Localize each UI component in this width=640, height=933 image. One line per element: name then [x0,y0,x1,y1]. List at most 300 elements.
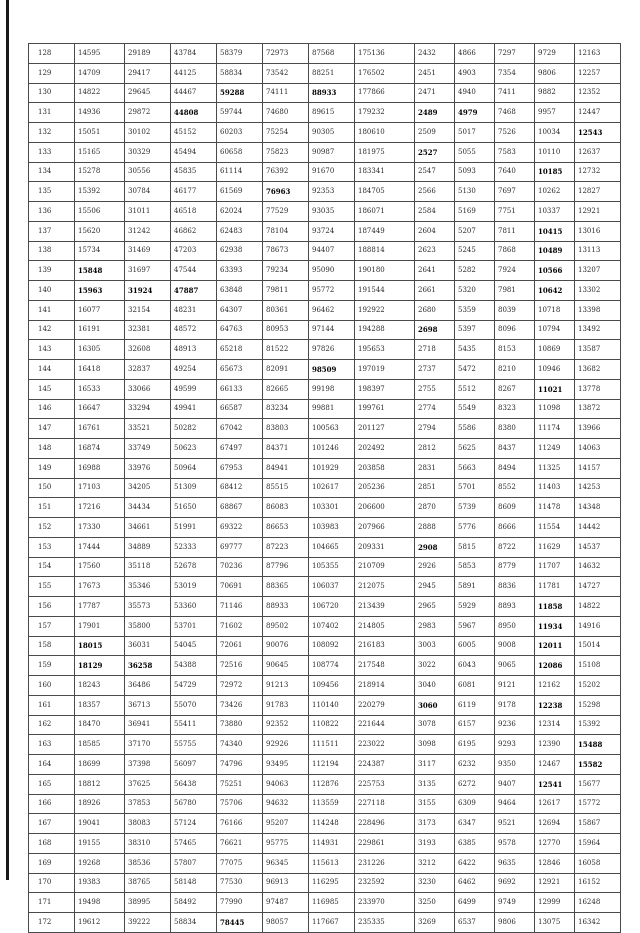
value-cell: 12162 [535,676,575,696]
value-cell: 67042 [217,419,263,439]
value-cell: 12617 [535,794,575,814]
value-cell: 55755 [171,735,217,755]
value-cell: 56780 [171,794,217,814]
row-index-cell: 149 [29,458,75,478]
value-cell: 53701 [171,616,217,636]
value-cell: 227118 [355,794,415,814]
value-cell: 199761 [355,399,415,419]
row-index-cell: 141 [29,300,75,320]
value-cell: 15392 [575,715,621,735]
value-cell: 11858 [535,597,575,617]
value-cell: 86653 [263,518,309,538]
value-cell: 15488 [575,735,621,755]
value-cell: 11478 [535,498,575,518]
value-cell: 12086 [535,656,575,676]
value-cell: 11554 [535,518,575,538]
value-cell: 2812 [415,439,455,459]
value-cell: 79811 [263,281,309,301]
value-cell: 225753 [355,774,415,794]
value-cell: 15202 [575,676,621,696]
value-cell: 95772 [309,281,355,301]
value-cell: 13492 [575,320,621,340]
value-cell: 9806 [535,63,575,83]
table-row [29,735,621,755]
value-cell: 205236 [355,478,415,498]
value-cell: 10034 [535,123,575,143]
value-cell: 18926 [75,794,125,814]
value-cell: 3135 [415,774,455,794]
value-cell: 17787 [75,597,125,617]
value-cell: 11249 [535,439,575,459]
value-cell: 7354 [495,63,535,83]
value-cell: 61114 [217,162,263,182]
value-cell: 33066 [125,379,171,399]
value-cell: 2680 [415,300,455,320]
table-row [29,261,621,281]
value-cell: 45152 [171,123,217,143]
value-cell: 5625 [455,439,495,459]
value-cell: 14916 [575,616,621,636]
value-cell: 32154 [125,300,171,320]
value-cell: 2661 [415,281,455,301]
value-cell: 9882 [535,83,575,103]
row-index-cell: 145 [29,379,75,399]
value-cell: 101929 [309,458,355,478]
value-cell: 96462 [309,300,355,320]
value-cell: 13966 [575,419,621,439]
value-cell: 48572 [171,320,217,340]
value-cell: 214805 [355,616,415,636]
value-cell: 77529 [263,202,309,222]
value-cell: 9350 [495,755,535,775]
value-cell: 15582 [575,755,621,775]
value-cell: 16761 [75,419,125,439]
row-index-cell: 136 [29,202,75,222]
value-cell: 77075 [217,853,263,873]
value-cell: 16305 [75,340,125,360]
value-cell: 12447 [575,103,621,123]
value-cell: 93724 [309,221,355,241]
value-cell: 5549 [455,399,495,419]
value-cell: 12999 [535,893,575,913]
value-cell: 6499 [455,893,495,913]
value-cell: 8722 [495,537,535,557]
value-cell: 31011 [125,202,171,222]
value-cell: 6272 [455,774,495,794]
value-cell: 19383 [75,873,125,893]
value-cell: 32608 [125,340,171,360]
value-cell: 67497 [217,439,263,459]
value-cell: 31469 [125,241,171,261]
value-cell: 6005 [455,636,495,656]
row-index-cell: 143 [29,340,75,360]
value-cell: 4979 [455,103,495,123]
value-cell: 110822 [309,715,355,735]
value-cell: 9692 [495,873,535,893]
row-index-cell: 142 [29,320,75,340]
row-index-cell: 154 [29,557,75,577]
value-cell: 46177 [171,182,217,202]
value-cell: 14595 [75,44,125,64]
value-cell: 29872 [125,103,171,123]
value-cell: 3230 [415,873,455,893]
value-cell: 12732 [575,162,621,182]
value-cell: 3269 [415,913,455,933]
value-cell: 75251 [217,774,263,794]
value-cell: 8552 [495,478,535,498]
table-row [29,63,621,83]
value-cell: 102617 [309,478,355,498]
value-cell: 10415 [535,221,575,241]
table-row [29,636,621,656]
value-cell: 48231 [171,300,217,320]
value-cell: 64307 [217,300,263,320]
value-cell: 36941 [125,715,171,735]
value-cell: 72516 [217,656,263,676]
value-cell: 2604 [415,221,455,241]
value-cell: 34434 [125,498,171,518]
table-row [29,597,621,617]
value-cell: 12637 [575,142,621,162]
row-index-cell: 140 [29,281,75,301]
table-row [29,577,621,597]
value-cell: 58492 [171,893,217,913]
value-cell: 72061 [217,636,263,656]
value-cell: 33521 [125,419,171,439]
value-cell: 36031 [125,636,171,656]
value-cell: 5891 [455,577,495,597]
value-cell: 100563 [309,419,355,439]
value-cell: 73542 [263,63,309,83]
value-cell: 34661 [125,518,171,538]
value-cell: 35800 [125,616,171,636]
value-cell: 11325 [535,458,575,478]
value-cell: 35346 [125,577,171,597]
value-cell: 18812 [75,774,125,794]
row-index-cell: 165 [29,774,75,794]
value-cell: 14632 [575,557,621,577]
value-cell: 37625 [125,774,171,794]
value-cell: 8437 [495,439,535,459]
value-cell: 15867 [575,814,621,834]
row-index-cell: 152 [29,518,75,538]
value-cell: 59744 [217,103,263,123]
value-cell: 8153 [495,340,535,360]
value-cell: 58834 [217,63,263,83]
value-cell: 192922 [355,300,415,320]
row-index-cell: 158 [29,636,75,656]
value-cell: 60658 [217,142,263,162]
value-cell: 74680 [263,103,309,123]
row-index-cell: 157 [29,616,75,636]
row-index-cell: 138 [29,241,75,261]
value-cell: 10794 [535,320,575,340]
value-cell: 2641 [415,261,455,281]
value-cell: 5815 [455,537,495,557]
value-cell: 95207 [263,814,309,834]
table-row [29,834,621,854]
value-cell: 93035 [309,202,355,222]
value-cell: 4903 [455,63,495,83]
value-cell: 17560 [75,557,125,577]
value-cell: 19155 [75,834,125,854]
value-cell: 13302 [575,281,621,301]
value-cell: 36713 [125,695,171,715]
value-cell: 9749 [495,893,535,913]
value-cell: 176502 [355,63,415,83]
value-cell: 2755 [415,379,455,399]
table-row [29,379,621,399]
row-index-cell: 166 [29,794,75,814]
value-cell: 99881 [309,399,355,419]
value-cell: 8494 [495,458,535,478]
value-cell: 5055 [455,142,495,162]
value-cell: 212075 [355,577,415,597]
table-row [29,241,621,261]
value-cell: 7411 [495,83,535,103]
value-cell: 49599 [171,379,217,399]
value-cell: 16058 [575,853,621,873]
value-cell: 5929 [455,597,495,617]
value-cell: 74111 [263,83,309,103]
value-cell: 11781 [535,577,575,597]
value-cell: 34205 [125,478,171,498]
value-cell: 93495 [263,755,309,775]
value-cell: 76166 [217,814,263,834]
value-cell: 15734 [75,241,125,261]
value-cell: 13872 [575,399,621,419]
value-cell: 3173 [415,814,455,834]
table-row [29,478,621,498]
value-cell: 16533 [75,379,125,399]
value-cell: 35573 [125,597,171,617]
value-cell: 14442 [575,518,621,538]
value-cell: 87568 [309,44,355,64]
row-index-cell: 168 [29,834,75,854]
value-cell: 6347 [455,814,495,834]
value-cell: 8950 [495,616,535,636]
value-cell: 38765 [125,873,171,893]
value-cell: 14253 [575,478,621,498]
value-cell: 92926 [263,735,309,755]
value-cell: 5967 [455,616,495,636]
value-cell: 231226 [355,853,415,873]
value-cell: 8380 [495,419,535,439]
value-cell: 44467 [171,83,217,103]
value-cell: 88933 [263,597,309,617]
value-cell: 99198 [309,379,355,399]
value-cell: 31242 [125,221,171,241]
value-cell: 213439 [355,597,415,617]
value-cell: 2965 [415,597,455,617]
value-cell: 70236 [217,557,263,577]
value-cell: 15014 [575,636,621,656]
value-cell: 12541 [535,774,575,794]
value-cell: 52678 [171,557,217,577]
value-cell: 17103 [75,478,125,498]
value-cell: 9065 [495,656,535,676]
value-cell: 5472 [455,360,495,380]
table-row [29,399,621,419]
value-cell: 6157 [455,715,495,735]
value-cell: 10946 [535,360,575,380]
table-row [29,123,621,143]
row-index-cell: 167 [29,814,75,834]
value-cell: 12257 [575,63,621,83]
value-cell: 16191 [75,320,125,340]
value-cell: 94632 [263,794,309,814]
row-index-cell: 132 [29,123,75,143]
value-cell: 78673 [263,241,309,261]
value-cell: 194288 [355,320,415,340]
value-cell: 96913 [263,873,309,893]
value-cell: 114931 [309,834,355,854]
value-cell: 32837 [125,360,171,380]
value-cell: 33976 [125,458,171,478]
value-cell: 16152 [575,873,621,893]
value-cell: 38536 [125,853,171,873]
value-cell: 103301 [309,498,355,518]
value-cell: 9293 [495,735,535,755]
value-cell: 14709 [75,63,125,83]
table-row [29,873,621,893]
value-cell: 9178 [495,695,535,715]
value-cell: 46518 [171,202,217,222]
value-cell: 9806 [495,913,535,933]
value-cell: 2698 [415,320,455,340]
value-cell: 3060 [415,695,455,715]
value-cell: 11174 [535,419,575,439]
value-cell: 31924 [125,281,171,301]
row-index-cell: 130 [29,83,75,103]
value-cell: 8096 [495,320,535,340]
value-cell: 2831 [415,458,455,478]
value-cell: 15964 [575,834,621,854]
value-cell: 15392 [75,182,125,202]
value-cell: 5245 [455,241,495,261]
value-cell: 18243 [75,676,125,696]
value-cell: 15108 [575,656,621,676]
value-cell: 6119 [455,695,495,715]
value-cell: 7640 [495,162,535,182]
value-cell: 16077 [75,300,125,320]
value-cell: 76392 [263,162,309,182]
value-cell: 107402 [309,616,355,636]
value-cell: 15848 [75,261,125,281]
value-cell: 51991 [171,518,217,538]
value-cell: 10489 [535,241,575,261]
value-cell: 83803 [263,419,309,439]
table-row [29,340,621,360]
value-cell: 117667 [309,913,355,933]
value-cell: 88933 [309,83,355,103]
value-cell: 58379 [217,44,263,64]
value-cell: 3003 [415,636,455,656]
value-cell: 6195 [455,735,495,755]
value-cell: 7697 [495,182,535,202]
value-cell: 50282 [171,419,217,439]
row-index-cell: 169 [29,853,75,873]
table-row [29,853,621,873]
value-cell: 232592 [355,873,415,893]
value-cell: 55411 [171,715,217,735]
value-cell: 69322 [217,518,263,538]
value-cell: 2623 [415,241,455,261]
row-index-cell: 139 [29,261,75,281]
value-cell: 86083 [263,498,309,518]
value-cell: 6232 [455,755,495,775]
value-cell: 12314 [535,715,575,735]
row-index-cell: 170 [29,873,75,893]
value-cell: 12846 [535,853,575,873]
value-cell: 9578 [495,834,535,854]
table-row [29,320,621,340]
value-cell: 198397 [355,379,415,399]
value-cell: 6462 [455,873,495,893]
value-cell: 15963 [75,281,125,301]
row-index-cell: 161 [29,695,75,715]
value-cell: 13075 [535,913,575,933]
value-cell: 218914 [355,676,415,696]
value-cell: 17216 [75,498,125,518]
value-cell: 76963 [263,182,309,202]
table-row [29,300,621,320]
value-cell: 12238 [535,695,575,715]
value-cell: 5701 [455,478,495,498]
value-cell: 92353 [309,182,355,202]
value-cell: 56438 [171,774,217,794]
value-cell: 8210 [495,360,535,380]
value-cell: 72973 [263,44,309,64]
value-cell: 57807 [171,853,217,873]
value-cell: 90076 [263,636,309,656]
value-cell: 39222 [125,913,171,933]
value-cell: 30329 [125,142,171,162]
value-cell: 83234 [263,399,309,419]
value-cell: 97144 [309,320,355,340]
value-cell: 10566 [535,261,575,281]
value-cell: 4866 [455,44,495,64]
value-cell: 209331 [355,537,415,557]
value-cell: 106037 [309,577,355,597]
value-cell: 116295 [309,873,355,893]
value-cell: 52333 [171,537,217,557]
value-cell: 19612 [75,913,125,933]
value-cell: 57124 [171,814,217,834]
value-cell: 87796 [263,557,309,577]
table-row [29,439,621,459]
value-cell: 221644 [355,715,415,735]
value-cell: 84371 [263,439,309,459]
value-cell: 55070 [171,695,217,715]
value-cell: 2471 [415,83,455,103]
value-cell: 87223 [263,537,309,557]
value-cell: 44808 [171,103,217,123]
row-index-cell: 160 [29,676,75,696]
data-table [28,43,621,933]
value-cell: 3193 [415,834,455,854]
value-cell: 62024 [217,202,263,222]
value-cell: 5093 [455,162,495,182]
value-cell: 10262 [535,182,575,202]
value-cell: 12352 [575,83,621,103]
value-cell: 3078 [415,715,455,735]
value-cell: 19498 [75,893,125,913]
table-row [29,913,621,933]
value-cell: 44125 [171,63,217,83]
value-cell: 5169 [455,202,495,222]
value-cell: 177866 [355,83,415,103]
